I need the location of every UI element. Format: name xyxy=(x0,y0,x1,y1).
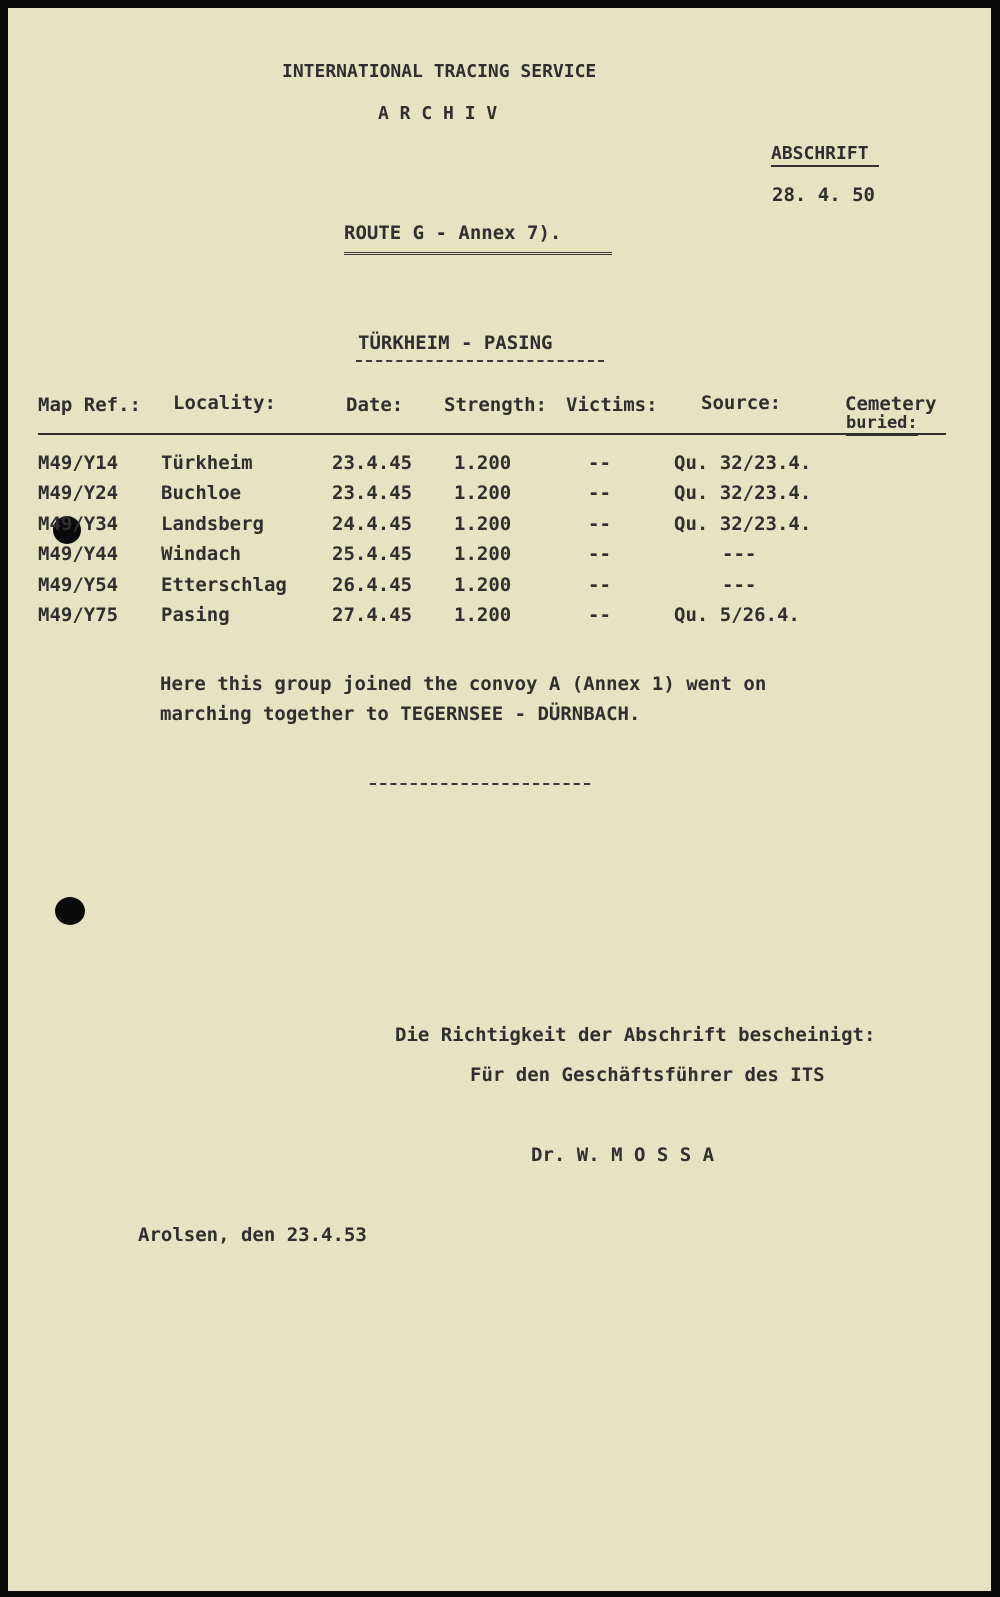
cell-source: --- xyxy=(722,573,757,596)
cell-source: Qu. 32/23.4. xyxy=(674,512,812,535)
cell-locality: Pasing xyxy=(161,604,230,626)
cell-map-ref: M49/Y75 xyxy=(38,604,119,626)
cell-source: Qu. 32/23.4. xyxy=(674,452,812,474)
col-header-buried: buried: xyxy=(846,413,918,436)
cell-source: --- xyxy=(722,543,757,566)
cell-map-ref: M49/Y44 xyxy=(38,543,119,566)
copy-date: 28. 4. 50 xyxy=(772,184,875,206)
document-page xyxy=(8,8,991,1591)
cell-map-ref: M49/Y34 xyxy=(38,512,119,535)
cell-victims: -- xyxy=(588,604,611,626)
cell-map-ref: M49/Y14 xyxy=(38,452,119,474)
organization-heading: INTERNATIONAL TRACING SERVICE xyxy=(282,61,597,82)
note-line-2: marching together to TEGERNSEE - DÜRNBACH. xyxy=(160,703,641,725)
cell-date: 24.4.45 xyxy=(332,512,413,535)
col-header-map-ref: Map Ref.: xyxy=(38,394,141,416)
col-header-victims: Victims: xyxy=(566,394,658,416)
cell-victims: -- xyxy=(588,543,611,566)
cell-strength: 1.200 xyxy=(454,482,512,505)
cell-source: Qu. 5/26.4. xyxy=(674,604,800,626)
cell-map-ref: M49/Y54 xyxy=(38,573,119,596)
cell-locality: Türkheim xyxy=(161,452,253,474)
cell-locality: Landsberg xyxy=(161,512,264,535)
punch-hole-bottom xyxy=(55,897,85,925)
cell-date: 23.4.45 xyxy=(332,482,413,505)
route-title: ROUTE G - Annex 7). xyxy=(344,222,562,244)
cell-date: 26.4.45 xyxy=(332,573,413,596)
cell-locality: Windach xyxy=(161,543,242,566)
cell-locality: Buchloe xyxy=(161,482,242,505)
table-header-rule xyxy=(38,433,946,435)
cell-date: 25.4.45 xyxy=(332,543,413,566)
section-dashed-underline xyxy=(356,360,604,362)
certification-line-2: Für den Geschäftsführer des ITS xyxy=(470,1064,825,1086)
copy-label: ABSCHRIFT xyxy=(771,143,879,167)
col-header-source: Source: xyxy=(701,392,782,414)
cell-source: Qu. 32/23.4. xyxy=(674,482,812,505)
cell-victims: -- xyxy=(588,482,611,505)
certification-line-1: Die Richtigkeit der Abschrift bescheinigt: xyxy=(395,1024,876,1046)
cell-locality: Etterschlag xyxy=(161,573,287,596)
cell-victims: -- xyxy=(588,573,611,596)
cell-date: 27.4.45 xyxy=(332,604,413,626)
cell-map-ref: M49/Y24 xyxy=(38,482,119,505)
section-title: TÜRKHEIM - PASING xyxy=(358,332,553,354)
note-line-1: Here this group joined the convoy A (Annex 1) went on xyxy=(160,673,767,695)
cell-strength: 1.200 xyxy=(454,604,512,626)
signatory-name: Dr. W. M O S S A xyxy=(531,1144,715,1166)
col-header-date: Date: xyxy=(346,394,404,416)
title-double-underline xyxy=(344,252,612,255)
cell-victims: -- xyxy=(588,512,611,535)
cell-strength: 1.200 xyxy=(454,543,512,566)
cell-strength: 1.200 xyxy=(454,452,512,474)
separator-line xyxy=(370,783,590,785)
cell-strength: 1.200 xyxy=(454,573,512,596)
col-header-strength: Strength: xyxy=(444,394,547,416)
archive-heading: A R C H I V xyxy=(378,103,498,124)
cell-strength: 1.200 xyxy=(454,512,512,535)
cell-victims: -- xyxy=(588,452,611,474)
place-date: Arolsen, den 23.4.53 xyxy=(138,1224,367,1246)
cell-date: 23.4.45 xyxy=(332,452,413,474)
col-header-locality: Locality: xyxy=(173,392,276,414)
col-header-cemetery: Cemetery xyxy=(845,393,937,415)
